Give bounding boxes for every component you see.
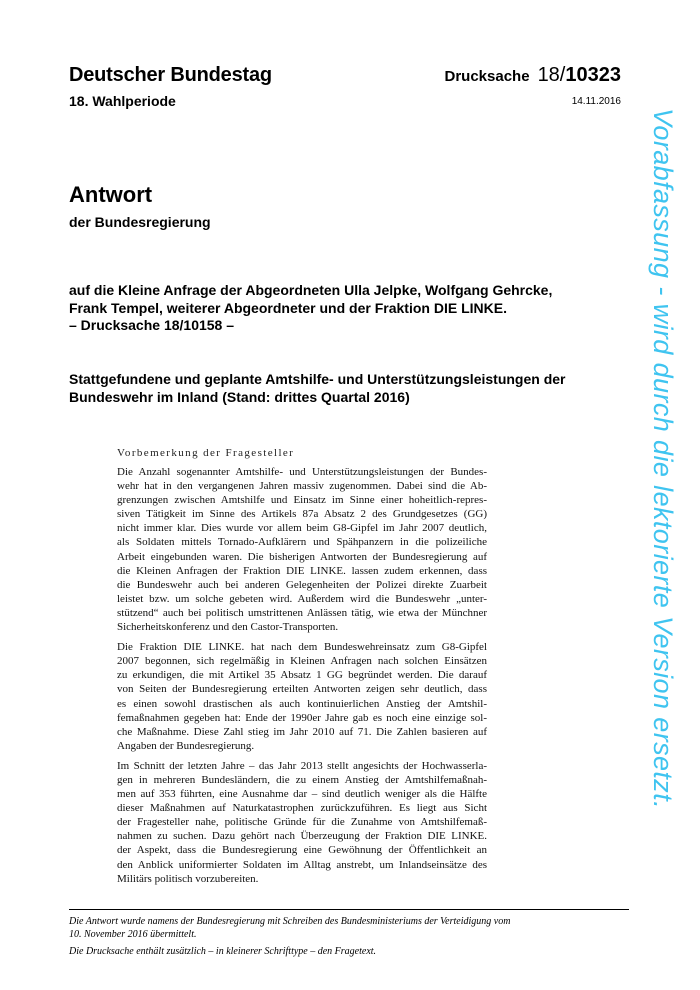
text-line: Im Schnitt der letzten Jahre – das Jahr 2013 stellt angesichts der Hochwasserla- bbox=[117, 759, 487, 772]
document-number-prefix: 18/ bbox=[537, 64, 566, 86]
text-line: es einen sowohl drastischen als auch kontinuierlichen Anstieg der Amtshil- bbox=[117, 697, 487, 710]
text-line: als Soldaten mittels Tornado-Aufklärern und Spähpanzern in die polizeiliche bbox=[117, 536, 487, 549]
text-line: femaßnahmen gegeben hat: Ende der 1990er Jahre gab es noch eine einzige sol- bbox=[117, 711, 487, 724]
text-line: der Fragesteller nahe, politische Gründe für die Zunahme von Amtshilfemaß- bbox=[117, 816, 487, 829]
text-line: gen in mehreren Bundesländern, die zu einem Anstieg der Amtshilfemaßnah- bbox=[117, 773, 487, 786]
text-line: stützend“ auch bei politisch umstrittenen Anlässen tätig, wie etwa der Münchner bbox=[117, 606, 487, 619]
text-line: die Bundeswehr auch bei anderen Gelegenheiten der Polizei direkte Zuarbeit bbox=[117, 578, 487, 591]
text-line: wehr hat in den vergangenen Jahren massiv zugenommen. Dabei sind die Ab- bbox=[117, 480, 487, 493]
subject-heading bbox=[69, 370, 629, 406]
paragraph-3 bbox=[117, 759, 487, 886]
text-line: Die Anzahl sogenannter Amtshilfe- und Unterstützungsleistungen der Bundes- bbox=[117, 466, 487, 478]
text-line: der Aspekt, dass die Bundesregierung eine Gewöhnung der Öffentlichkeit an bbox=[117, 844, 487, 857]
paragraph-1 bbox=[117, 465, 487, 634]
preliminary-remark-heading: Vorbemerkung der Fragesteller bbox=[117, 447, 295, 459]
document-number bbox=[445, 64, 622, 87]
document-number-label: Drucksache bbox=[444, 68, 530, 85]
text-line: Angaben der Bundesregierung. bbox=[117, 739, 255, 752]
text-line: Die Fraktion DIE LINKE. hat nach dem Bundeswehreinsatz zum G8-Gipfel bbox=[117, 641, 487, 654]
text-line: siven Tätigkeit im Sinne des Artikels 87a Absatz 2 des Grundgesetzes (GG) bbox=[117, 508, 487, 521]
supplement-note: Die Drucksache enthält zusätzlich – in kleinerer Schrifttype – den Fragetext. bbox=[69, 946, 377, 957]
inquiry-line: Frank Tempel, weiterer Abgeordneter und der Fraktion DIE LINKE. bbox=[69, 299, 507, 316]
document-title: Antwort bbox=[69, 182, 153, 207]
subject-line: Stattgefundene und geplante Amtshilfe- und Unterstützungsleistungen der bbox=[69, 371, 566, 387]
transmission-note-line: Die Antwort wurde namens der Bundesregierung mit Schreiben des Bundesministeriums der Verteidigung vom bbox=[69, 916, 511, 927]
institution-title: Deutscher Bundestag bbox=[69, 64, 272, 86]
text-line: dieser Maßnahmen auf Naturkatastrophen zurückzuführen. Es liegt aus Sicht bbox=[117, 802, 487, 815]
preliminary-version-watermark: Vorabfassung - wird durch die lektorierte Version ersetzt. bbox=[648, 108, 678, 810]
legislative-period: 18. Wahlperiode bbox=[69, 93, 176, 109]
text-line: nicht immer klar. Dies wurde vor allem beim G8-Gipfel im Jahr 2007 deutlich, bbox=[117, 522, 487, 535]
subject-line: Bundeswehr im Inland (Stand: drittes Quartal 2016) bbox=[69, 389, 410, 405]
text-line: leistet bzw. um solche gebeten wird. Außerdem wird die Bundeswehr „unter- bbox=[117, 592, 487, 605]
inquiry-line: – Drucksache 18/10158 – bbox=[69, 317, 235, 333]
text-line: 2007 begonnen, sich regelmäßig in Kleinen Anfragen nach solchen Einsätzen bbox=[117, 655, 487, 668]
text-line: Sicherheitskonferenz und den Castor-Transporten. bbox=[117, 621, 339, 634]
text-line: die Kleinen Anfragen der Fraktion DIE LINKE. lassen zudem erkennen, dass bbox=[117, 564, 487, 577]
text-line: che Maßnahme. Diese Zahl stieg im Jahr 2010 auf 71. Die Zahlen basieren auf bbox=[117, 725, 487, 738]
footer-divider bbox=[69, 909, 629, 910]
text-line: den Anblick uniformierter Soldaten im Alltag anstrebt, um Inlandseinsätze des bbox=[117, 858, 487, 871]
text-line: Militärs politisch vorzubereiten. bbox=[117, 872, 259, 885]
text-line: nahmen zu suchen. Dazu gehört nach Überzeugung der Fraktion DIE LINKE. bbox=[117, 830, 487, 843]
document-number-value: 10323 bbox=[565, 64, 621, 86]
paragraph-2 bbox=[117, 640, 487, 753]
inquiry-line: auf die Kleine Anfrage der Abgeordneten Ulla Jelpke, Wolfgang Gehrcke, bbox=[69, 282, 553, 298]
text-line: zu erkundigen, die mit Artikel 35 Absatz 1 GG begründet werden. Die darauf bbox=[117, 669, 487, 682]
transmission-note-line: 10. November 2016 übermittelt. bbox=[69, 929, 197, 940]
footer-notes bbox=[69, 915, 629, 958]
document-subtitle: der Bundesregierung bbox=[69, 214, 211, 230]
document-date: 14.11.2016 bbox=[571, 96, 621, 107]
text-line: grenzungen zwischen Amtshilfe und Einsatz im Sinne einer hoheitlich-repres- bbox=[117, 494, 487, 507]
text-line: von Seiten der Bundesregierung erteilten Antworten zeigen sehr deutlich, dass bbox=[117, 683, 487, 696]
text-line: men auf 353 führten, eine Ausnahme dar – sind deutlich weniger als die Hälfte bbox=[117, 788, 487, 801]
preliminary-remark-body bbox=[117, 465, 487, 892]
inquiry-reference bbox=[69, 282, 629, 335]
text-line: Arbeit eingebunden waren. Die bisherigen Antworten der Bundesregierung auf bbox=[117, 550, 487, 563]
